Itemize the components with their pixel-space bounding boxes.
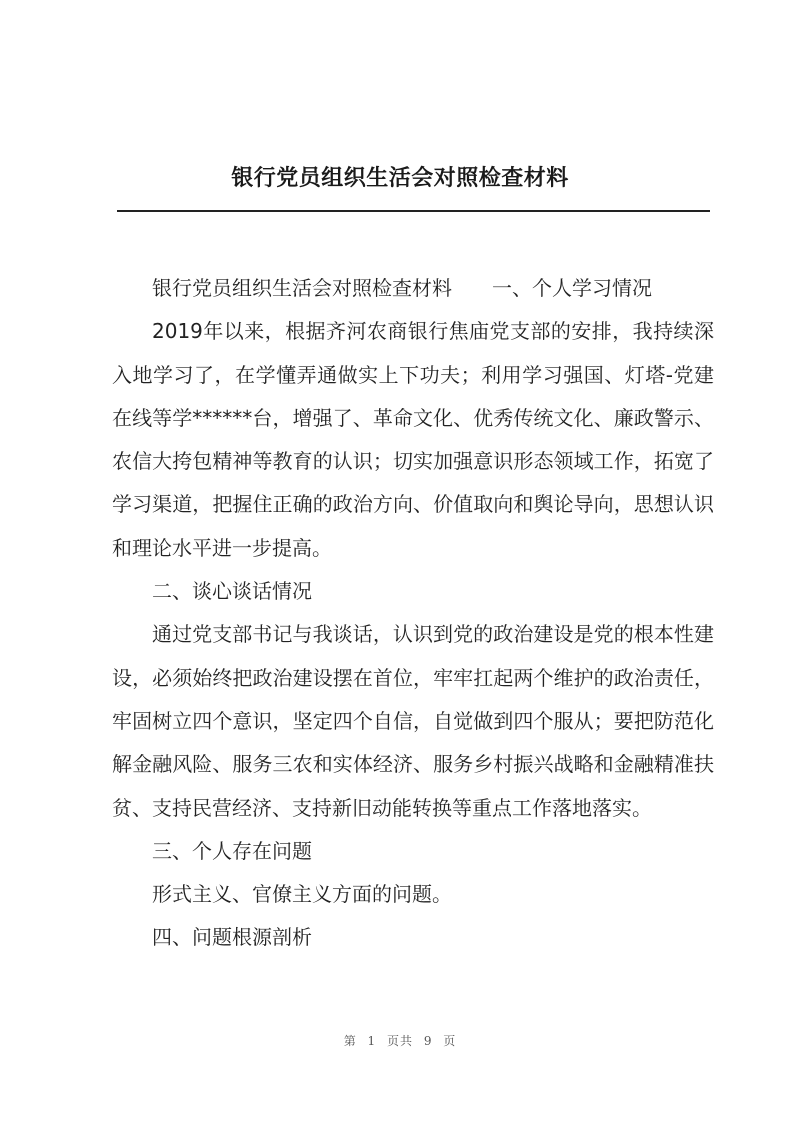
- paragraph-intro: [112, 267, 714, 310]
- paragraph-problems: 形式主义、官僚主义方面的问题。: [152, 882, 452, 907]
- section-heading-2: 二、谈心谈话情况: [152, 579, 312, 604]
- intro-title-text: 银行党员组织生活会对照检查材料: [152, 276, 452, 300]
- paragraph-talk: 通过党支部书记与我谈话，认识到党的政治建设是党的根本性建设，必须始终把政治建设摆在首位，牢牢扛起两个维护的政治责任，牢固树立四个意识，坚定四个自信，自觉做到四个服从；要把防范化解金融风险、服务三农和实体经济、服务乡村振兴战略和金融精准扶贫、支持民营经济、支持新旧动能转换等重点工作落地落实。: [112, 622, 714, 820]
- document-title: 银行党员组织生活会对照检查材料: [231, 165, 569, 191]
- page-number-footer: 第 1 页共 9 页: [343, 1034, 457, 1048]
- section-heading-4: 四、问题根源剖析: [152, 925, 312, 950]
- title-divider: [117, 210, 710, 212]
- paragraph-study: 2019年以来，根据齐河农商银行焦庙党支部的安排，我持续深入地学习了，在学懂弄通做实上下功夫；利用学习强国、灯塔-党建在线等学******台，增强了、革命文化、优秀传统文化、廉政警示、农信大挎包精神等教育的认识；切实加强意识形态领域工作，拓宽了学习渠道，把握住正确的政治方向、价值取向和舆论导向，思想认识和理论水平进一步提高。: [112, 319, 714, 560]
- document-body: [112, 267, 714, 960]
- section-heading-1: 一、个人学习情况: [492, 276, 652, 300]
- section-heading-3: 三、个人存在问题: [152, 838, 312, 863]
